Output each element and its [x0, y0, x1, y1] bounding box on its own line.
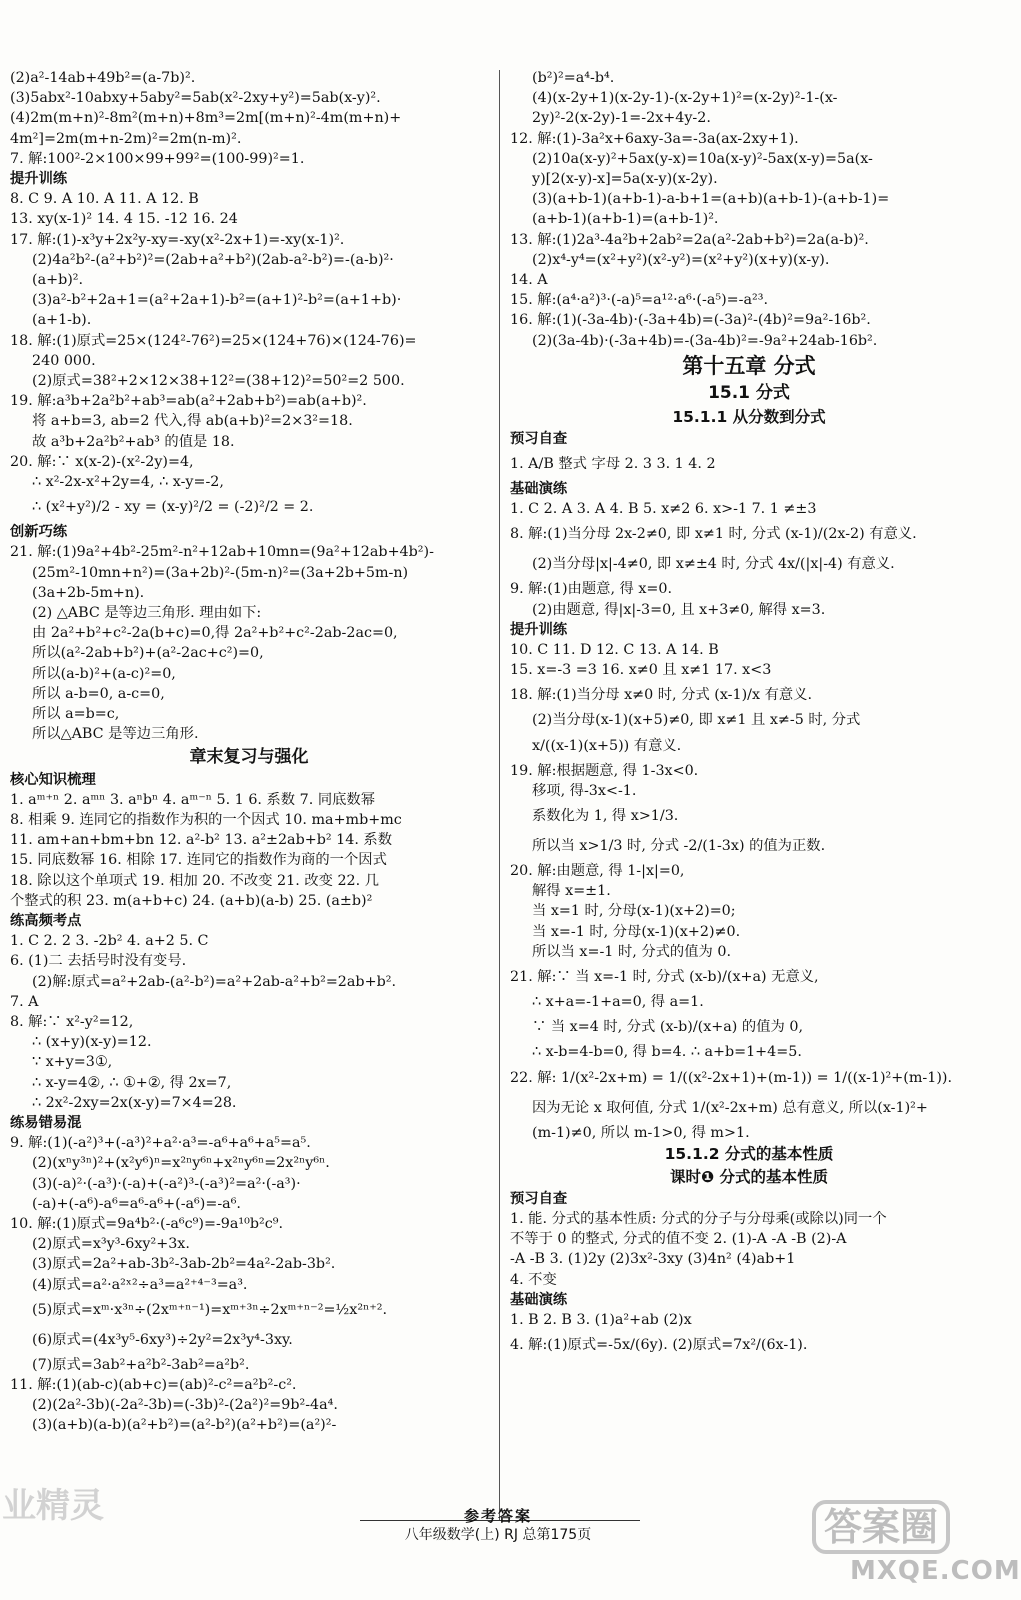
answer-line: 系数化为 1, 得 x>1/3.	[532, 808, 679, 825]
answer-line: 不等于 0 的整式, 分式的值不变 2. (1)-A -A -B (2)-A	[510, 1231, 847, 1248]
answer-line: (m-1)≠0, 所以 m-1>0, 得 m>1.	[532, 1124, 750, 1141]
answer-line: 21. 解:∵ 当 x=-1 时, 分式 (x-b)/(x+a) 无意义,	[510, 969, 819, 986]
answer-line: 所以 a-b=0, a-c=0,	[32, 685, 165, 702]
chapter-heading: 章末复习与强化	[189, 746, 309, 767]
watermark-logo: 答案圈	[812, 1500, 950, 1554]
answer-line: -A -B 3. (1)2y (2)3x²-3xy (3)4n² (4)ab+1	[510, 1251, 796, 1268]
answer-line: ∴ (x²+y²)/2 - xy = (x-y)²/2 = (-2)²/2 = 2.	[32, 499, 314, 516]
answer-line: 故 a³b+2a²b²+ab³ 的值是 18.	[32, 433, 235, 450]
answer-line: (7)原式=3ab²+a²b²-3ab²=a²b².	[32, 1356, 250, 1373]
answer-line: (3)(-a)²·(-a³)·(-a)+(-a²)³-(-a³)²=a²·(-a³)·	[32, 1175, 301, 1192]
answer-line: 8. C 9. A 10. A 11. A 12. B	[10, 191, 199, 208]
answer-line: (3)(a+b-1)(a+b-1)-a-b+1=(a+b)(a+b-1)-(a+b-1)=	[532, 191, 890, 208]
section-heading: 基础演练	[510, 1291, 568, 1308]
answer-line: (25m²-10mn+n²)=(3a+2b)²-(5m-n)²=(3a+2b+5m-n)	[32, 564, 409, 581]
answer-line: 2y)²-2(x-2y)-1=-2x+4y-2.	[532, 110, 711, 127]
answer-line: 18. 除以这个单项式 19. 相加 20. 不改变 21. 改变 22. 几	[10, 872, 380, 889]
section-heading: 基础演练	[510, 481, 568, 498]
answer-line: 18. 解:(1)原式=25×(124²-76²)=25×(124+76)×(124-76)=	[10, 332, 417, 349]
answer-line: 20. 解:由题意, 得 1-|x|=0,	[510, 863, 685, 880]
answer-line: (2)原式=x³y³-6xy²+3x.	[32, 1236, 190, 1253]
answer-line: 7. 解:100²-2×100×99+99²=(100-99)²=1.	[10, 150, 305, 167]
answer-line: ∴ x²-2x-x²+2y=4, ∴ x-y=-2,	[32, 474, 224, 491]
answer-line: 4. 不变	[510, 1271, 557, 1288]
chapter-heading: 15.1 分式	[708, 382, 790, 403]
left-column	[10, 68, 488, 1436]
answer-line: 15. 解:(a⁴·a²)³·(-a)⁵=a¹²·a⁶·(-a⁵)=-a²³.	[510, 292, 769, 309]
footer-title: 参考答案	[463, 1507, 532, 1525]
answer-line: ∴ x-b=4-b=0, 得 b=4. ∴ a+b=1+4=5.	[532, 1044, 802, 1061]
answer-line: 8. 解:(1)当分母 2x-2≠0, 即 x≠1 时, 分式 (x-1)/(2x-2) 有意义.	[510, 526, 917, 543]
answer-line: 10. C 11. D 12. C 13. A 14. B	[510, 642, 719, 659]
answer-line: (2)(3a-4b)·(-3a+4b)=-(3a-4b)²=-9a²+24ab-16b².	[532, 332, 878, 349]
chapter-heading: 第十五章 分式	[682, 353, 816, 378]
answer-line: 19. 解:a³b+2a²b²+ab³=ab(a²+2ab+b²)=ab(a+b)².	[10, 393, 367, 410]
answer-line: 11. am+an+bm+bn 12. a²-b² 13. a²±2ab+b² 14. 系数	[10, 832, 393, 849]
answer-line: 1. C 2. A 3. A 4. B 5. x≠2 6. x>-1 7. 1 ≠±3	[510, 501, 817, 518]
answer-line: 4m²]=2m(m+n-2m)²=2m(n-m)².	[10, 130, 242, 147]
answer-line: 22. 解: 1/(x²-2x+m) = 1/((x²-2x+1)+(m-1)) = 1/((x-1)²+(m-1)).	[510, 1069, 953, 1086]
answer-line: 所以△ABC 是等边三角形.	[32, 726, 199, 743]
answer-line: 所以 a=b=c,	[32, 706, 120, 723]
answer-line: (2)10a(x-y)²+5ax(y-x)=10a(x-y)²-5ax(x-y)=5a(x-	[532, 150, 873, 167]
answer-line: 所以当 x>1/3 时, 分式 -2/(1-3x) 的值为正数.	[532, 838, 826, 855]
watermark-bottom-left: 业精灵	[2, 1486, 104, 1526]
chapter-heading: 15.1.1 从分数到分式	[672, 407, 826, 426]
answer-line: 9. 解:(1)(-a²)³+(-a³)²+a²·a³=-a⁶+a⁶+a⁵=a⁵.	[10, 1135, 311, 1152]
answer-line: y)[2(x-y)-x]=5a(x-y)(x-2y).	[532, 171, 718, 188]
answer-line: ∴ (x+y)(x-y)=12.	[32, 1034, 152, 1051]
answer-line: (a+b-1)(a+b-1)=(a+b-1)².	[532, 211, 719, 228]
answer-line: 1. C 2. 2 3. -2b² 4. a+2 5. C	[10, 933, 209, 950]
answer-line: (3)原式=2a²+ab-3b²-3ab-2b²=4a²-2ab-3b².	[32, 1256, 336, 1273]
answer-line: 13. xy(x-1)² 14. 4 15. -12 16. 24	[10, 211, 238, 228]
answer-line: 8. 相乘 9. 连同它的指数作为积的一个因式 10. ma+mb+mc	[10, 811, 402, 828]
answer-line: (2)解:原式=a²+2ab-(a²-b²)=a²+2ab-a²+b²=2ab+b².	[32, 973, 396, 990]
answer-line: 12. 解:(1)-3a²x+6axy-3a=-3a(ax-2xy+1).	[510, 130, 799, 147]
answer-line: 4. 解:(1)原式=-5x/(6y). (2)原式=7x²/(6x-1).	[510, 1337, 808, 1354]
answer-line: (2)(2a²-3b)(-2a²-3b)=(-3b)²-(2a²)²=9b²-4a⁴.	[32, 1397, 338, 1414]
answer-line: (2)当分母(x-1)(x+5)≠0, 即 x≠1 且 x≠-5 时, 分式	[532, 712, 861, 729]
section-heading: 核心知识梳理	[10, 771, 96, 788]
section-heading: 练易错易混	[10, 1114, 82, 1131]
answer-line: 解得 x=±1.	[532, 883, 611, 900]
answer-line: (2)a²-14ab+49b²=(a-7b)².	[10, 70, 196, 86]
answer-line: 6. (1)二 去括号时没有变号.	[10, 953, 187, 970]
answer-line: 7. A	[10, 993, 39, 1010]
answer-line: ∴ x-y=4②, ∴ ①+②, 得 2x=7,	[32, 1074, 232, 1091]
answer-line: 所以(a²-2ab+b²)+(a²-2ac+c²)=0,	[32, 645, 264, 662]
answer-line: 移项, 得-3x<-1.	[532, 782, 637, 799]
answer-line: 所以当 x=-1 时, 分式的值为 0.	[532, 943, 732, 960]
section-heading: 创新巧练	[10, 524, 68, 541]
chapter-heading: 15.1.2 分式的基本性质	[664, 1144, 834, 1163]
answer-line: (6)原式=(4x³y⁵-6xy³)÷2y²=2x³y⁴-3xy.	[32, 1331, 293, 1348]
answer-line: (2)由题意, 得|x|-3=0, 且 x+3≠0, 解得 x=3.	[532, 601, 826, 618]
answer-line: 9. 解:(1)由题意, 得 x=0.	[510, 581, 673, 598]
section-heading: 预习自查	[510, 1190, 568, 1207]
answer-line: (2)(xⁿy³ⁿ)²+(x²y⁶)ⁿ=x²ⁿy⁶ⁿ+x²ⁿy⁶ⁿ=2x²ⁿy⁶ⁿ.	[32, 1155, 330, 1172]
answer-line: ∴ x+a=-1+a=0, 得 a=1.	[532, 994, 704, 1011]
answer-line: (b²)²=a⁴-b⁴.	[532, 70, 615, 86]
answer-line: (-a)+(-a⁶)-a⁶=a⁶-a⁶+(-a⁶)=-a⁶.	[32, 1195, 241, 1212]
answer-line: 当 x=1 时, 分母(x-1)(x+2)=0;	[532, 903, 736, 920]
right-column	[510, 68, 988, 1360]
answer-line: (3)(a+b)(a-b)(a²+b²)=(a²-b²)(a²+b²)=(a²)²-	[32, 1417, 337, 1434]
answer-line: (a+b)².	[32, 272, 84, 289]
answer-line: 20. 解:∵ x(x-2)-(x²-2y)=4,	[10, 453, 194, 470]
answer-line: (3a+2b-5m+n).	[32, 584, 145, 601]
section-heading: 提升训练	[510, 621, 568, 638]
answer-line: 1. aᵐ⁺ⁿ 2. aᵐⁿ 3. aⁿbⁿ 4. aᵐ⁻ⁿ 5. 1 6. 系数 7. 同底数幂	[10, 791, 376, 808]
answer-line: ∵ x+y=3①,	[32, 1054, 113, 1071]
answer-line: 将 a+b=3, ab=2 代入,得 ab(a+b)²=2×3²=18.	[32, 413, 353, 430]
answer-line: 11. 解:(1)(ab-c)(ab+c)=(ab)²-c²=a²b²-c².	[10, 1376, 297, 1393]
answer-line: (4)2m(m+n)²-8m²(m+n)+8m³=2m[(m+n)²-4m(m+n)+	[10, 110, 402, 127]
answer-line: 15. 同底数幂 16. 相除 17. 连同它的指数作为商的一个因式	[10, 852, 387, 869]
answer-line: 因为无论 x 取何值, 分式 1/(x²-2x+m) 总有意义, 所以(x-1)²+	[532, 1099, 928, 1116]
section-heading: 预习自查	[510, 430, 568, 447]
answer-line: (2)x⁴-y⁴=(x²+y²)(x²-y²)=(x²+y²)(x+y)(x-y).	[532, 251, 830, 268]
watermark-url: MXQE.COM	[850, 1556, 1021, 1586]
answer-line: 17. 解:(1)-x³y+2x²y-xy=-xy(x²-2x+1)=-xy(x-1)².	[10, 231, 345, 248]
answer-line: 16. 解:(1)(-3a-4b)·(-3a+4b)=(-3a)²-(4b)²=9a²-16b².	[510, 312, 871, 329]
answer-line: 18. 解:(1)当分母 x≠0 时, 分式 (x-1)/x 有意义.	[510, 687, 813, 704]
answer-line: 15. x=-3 =3 16. x≠0 且 x≠1 17. x<3	[510, 662, 772, 679]
chapter-heading: 课时❶ 分式的基本性质	[669, 1167, 829, 1186]
answer-line: (2)原式=38²+2×12×38+12²=(38+12)²=50²=2 500.	[32, 373, 405, 390]
answer-line: (3)5abx²-10abxy+5aby²=5ab(x²-2xy+y²)=5ab(x-y)².	[10, 90, 381, 107]
answer-line: 所以(a-b)²+(a-c)²=0,	[32, 665, 176, 682]
section-heading: 提升训练	[10, 171, 68, 188]
answer-line: ∴ 2x²-2xy=2x(x-y)=7×4=28.	[32, 1094, 237, 1111]
answer-line: (3)a²-b²+2a+1=(a²+2a+1)-b²=(a+1)²-b²=(a+1+b)·	[32, 292, 402, 309]
answer-line: (2)当分母|x|-4≠0, 即 x≠±4 时, 分式 4x/(|x|-4) 有意义.	[532, 556, 895, 573]
answer-line: 14. A	[510, 272, 548, 289]
answer-line: 240 000.	[32, 352, 96, 369]
answer-line: 个整式的积 23. m(a+b+c) 24. (a+b)(a-b) 25. (a±b)²	[10, 892, 373, 909]
answer-line: (2)4a²b²-(a²+b²)²=(2ab+a²+b²)(2ab-a²-b²)=-(a-b)²·	[32, 251, 394, 268]
footer-subtitle: 八年级数学(上) RJ 总第175页	[404, 1527, 592, 1543]
answer-line: (a+1-b).	[32, 312, 92, 329]
answer-line: 21. 解:(1)9a²+4b²-25m²-n²+12ab+10mn=(9a²+12ab+4b²)-	[10, 544, 434, 561]
answer-line: (4)原式=a²·a²ˣ²÷a³=a²⁺⁴⁻³=a³.	[32, 1276, 248, 1293]
answer-line: 19. 解:根据题意, 得 1-3x<0.	[510, 762, 699, 779]
answer-line: ∵ 当 x=4 时, 分式 (x-b)/(x+a) 的值为 0,	[532, 1019, 803, 1036]
answer-line: (5)原式=xᵐ·x³ⁿ÷(2xᵐ⁺ⁿ⁻¹)=xᵐ⁺³ⁿ÷2xᵐ⁺ⁿ⁻²=½x²ⁿ⁺².	[32, 1301, 388, 1318]
answer-line: 1. A/B 整式 字母 2. 3 3. 1 4. 2	[510, 456, 716, 473]
answer-line: 1. 能. 分式的基本性质: 分式的分子与分母乘(或除以)同一个	[510, 1210, 887, 1227]
answer-line: 13. 解:(1)2a³-4a²b+2ab²=2a(a²-2ab+b²)=2a(a-b)².	[510, 231, 869, 248]
answer-line: x/((x-1)(x+5)) 有意义.	[532, 737, 682, 754]
answer-line: 由 2a²+b²+c²-2a(b+c)=0,得 2a²+b²+c²-2ab-2ac=0,	[32, 625, 398, 642]
answer-line: 1. B 2. B 3. (1)a²+ab (2)x	[510, 1311, 692, 1328]
answer-line: (2) △ABC 是等边三角形. 理由如下:	[32, 605, 262, 622]
section-heading: 练高频考点	[10, 912, 82, 929]
answer-line: 10. 解:(1)原式=9a⁴b²·(-a⁶c⁹)=-9a¹⁰b²c⁹.	[10, 1215, 284, 1232]
answer-line: (4)(x-2y+1)(x-2y-1)-(x-2y+1)²=(x-2y)²-1-(x-	[532, 90, 838, 107]
answer-line: 当 x=-1 时, 分母(x-1)(x+2)≠0.	[532, 923, 741, 940]
answer-line: 8. 解:∵ x²-y²=12,	[10, 1013, 134, 1030]
column-divider	[499, 70, 500, 1520]
